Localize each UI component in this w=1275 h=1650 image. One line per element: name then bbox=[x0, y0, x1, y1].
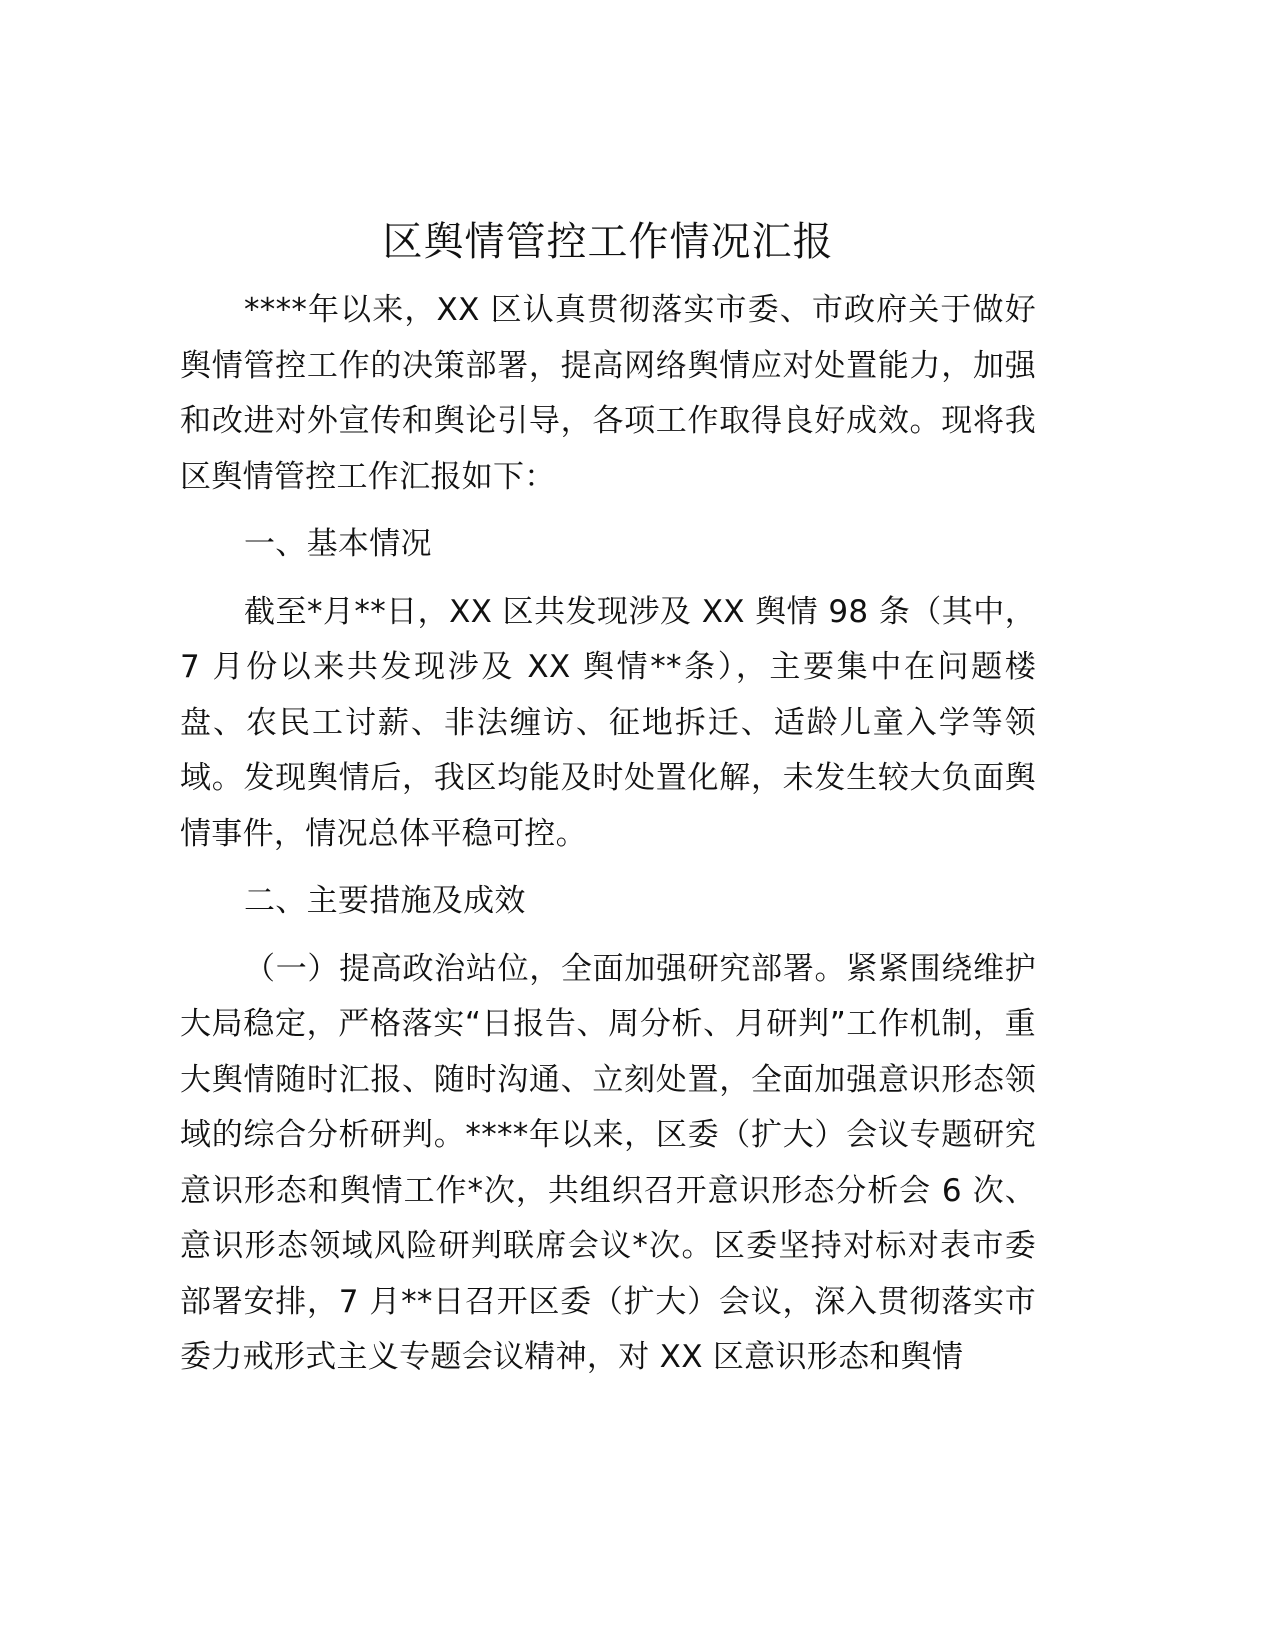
section-heading-basic-situation: 一、基本情况 bbox=[244, 526, 432, 562]
intro-paragraph: ****年以来，XX 区认真贯彻落实市委、市政府关于做好舆情管控工作的决策部署，提高网络舆情应对处置能力，加强和改进对外宣传和舆论引导，各项工作取得良好成效。现将我区舆情管控工作汇报如下： bbox=[180, 292, 1036, 495]
document-title: 区舆情管控工作情况汇报 bbox=[382, 219, 834, 265]
section-heading-main-measures: 二、主要措施及成效 bbox=[244, 883, 526, 919]
basic-situation-paragraph: 截至*月**日，XX 区共发现涉及 XX 舆情 98 条（其中，7 月份以来共发现涉及 XX 舆情**条），主要集中在问题楼盘、农民工讨薪、非法缠访、征地拆迁、适龄儿童入学等领域。发现舆情后，我区均能及时处置化解，未发生较大负面舆情事件，情况总体平稳可控。 bbox=[180, 593, 1036, 852]
measures-paragraph-1: （一）提高政治站位，全面加强研究部署。紧紧围绕维护大局稳定，严格落实“日报告、周分析、月研判”工作机制，重大舆情随时汇报、随时沟通、立刻处置，全面加强意识形态领域的综合分析研判。****年以来，区委（扩大）会议专题研究意识形态和舆情工作*次，共组织召开意识形态分析会 6 次、意识形态领域风险研判联席会议*次。区委坚持对标对表市委部署安排，7 月**日召开区委（扩大）会议，深入贯彻落实市委力戒形式主义专题会议精神，对 XX 区意识形态和舆情 bbox=[180, 950, 1036, 1375]
document-body bbox=[180, 283, 1036, 1386]
